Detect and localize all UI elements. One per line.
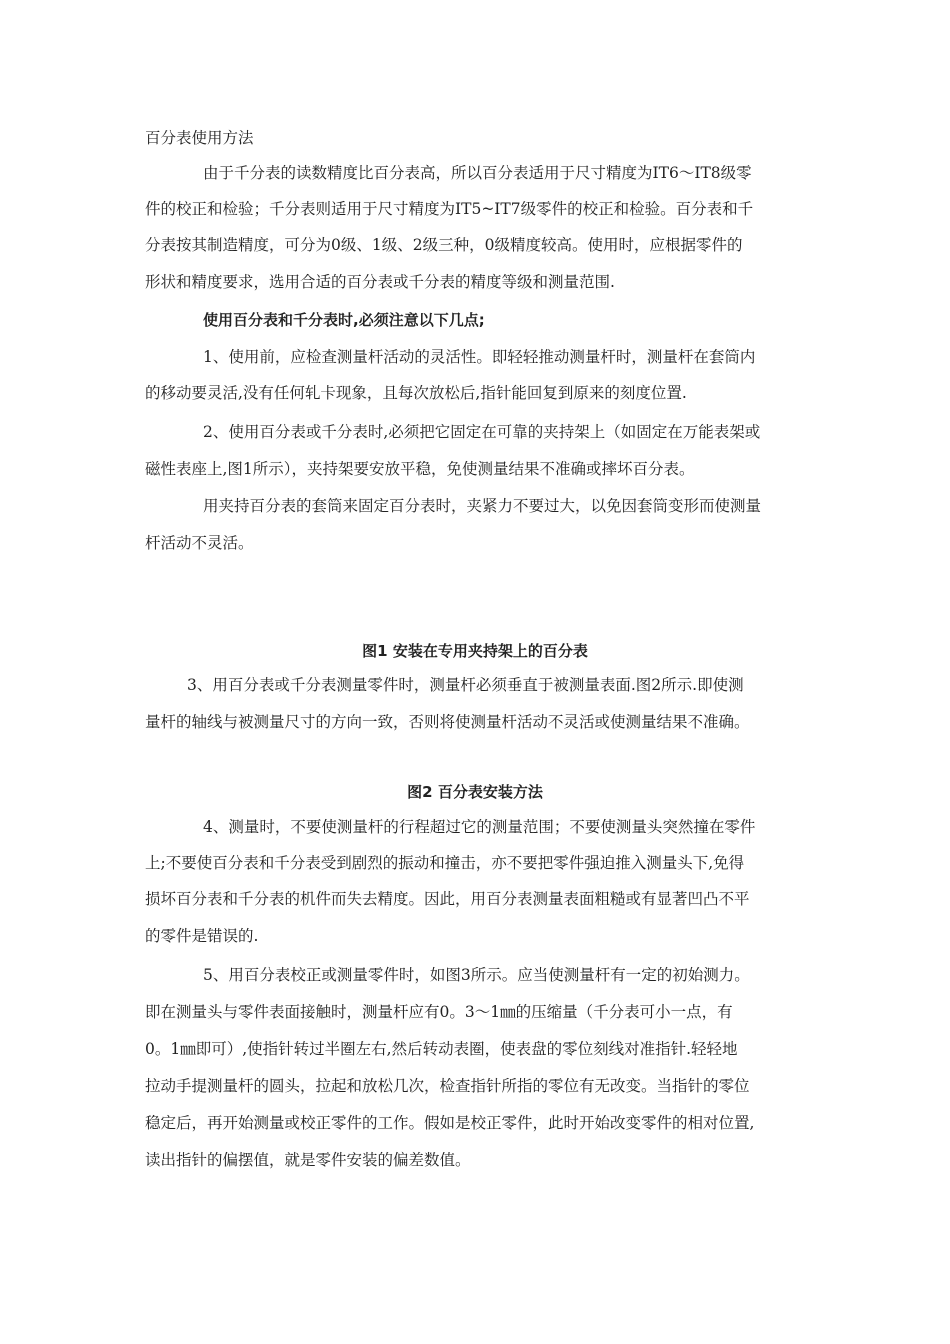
paragraph-line: 2、使用百分表或千分表时,必须把它固定在可靠的夹持架上（如固定在万能表架或	[203, 423, 761, 441]
paragraph-line: 上;不要使百分表和千分表受到剧烈的振动和撞击，亦不要把零件强迫推入测量头下,免得	[145, 854, 745, 872]
paragraph-line: 量杆的轴线与被测量尺寸的方向一致，否则将使测量杆活动不灵活或使测量结果不准确。	[145, 713, 750, 731]
paragraph-line: 的移动要灵活,没有任何轧卡现象，且每次放松后,指针能回复到原来的刻度位置.	[145, 384, 687, 402]
paragraph-line: 由于千分表的读数精度比百分表高，所以百分表适用于尺寸精度为IT6～IT8级零	[203, 164, 752, 182]
paragraph-line: 的零件是错误的.	[145, 927, 259, 945]
paragraph-line: 损坏百分表和千分表的机件而失去精度。因此，用百分表测量表面粗糙或有显著凹凸不平	[145, 890, 750, 908]
paragraph-line: 拉动手提测量杆的圆头，拉起和放松几次，检查指针所指的零位有无改变。当指针的零位	[145, 1077, 750, 1095]
paragraph-line: 读出指针的偏摆值，就是零件安装的偏差数值。	[145, 1151, 471, 1169]
paragraph-line: 分表按其制造精度，可分为0级、1级、2级三种，0级精度较高。使用时，应根据零件的	[145, 236, 743, 254]
paragraph-line: 1、使用前，应检查测量杆活动的灵活性。即轻轻推动测量杆时，测量杆在套筒内	[203, 348, 756, 366]
paragraph-line: 即在测量头与零件表面接触时，测量杆应有0。3～1㎜的压缩量（千分表可小一点，有	[145, 1003, 733, 1021]
paragraph-line: 5、用百分表校正或测量零件时，如图3所示。应当使测量杆有一定的初始测力。	[203, 966, 750, 984]
paragraph-line: 磁性表座上,图1所示），夹持架要安放平稳，免使测量结果不准确或摔坏百分表。	[145, 460, 695, 478]
paragraph-line: 件的校正和检验；千分表则适用于尺寸精度为IT5~IT7级零件的校正和检验。百分表和千	[145, 200, 754, 218]
notice-heading: 使用百分表和千分表时,必须注意以下几点;	[203, 311, 485, 329]
paragraph-line: 稳定后，再开始测量或校正零件的工作。假如是校正零件，此时开始改变零件的相对位置,	[145, 1114, 755, 1132]
paragraph-line: 0。1㎜即可）,使指针转过半圈左右,然后转动表圈，使表盘的零位刻线对准指针.轻轻地	[145, 1040, 738, 1058]
paragraph-line: 用夹持百分表的套筒来固定百分表时，夹紧力不要过大，以免因套筒变形而使测量	[203, 497, 762, 515]
figure-1-caption: 图1 安装在专用夹持架上的百分表	[362, 642, 588, 660]
figure-2-caption: 图2 百分表安装方法	[407, 783, 543, 801]
document-title: 百分表使用方法	[145, 129, 254, 147]
paragraph-line: 形状和精度要求，选用合适的百分表或千分表的精度等级和测量范围.	[145, 273, 615, 291]
paragraph-line: 3、用百分表或千分表测量零件时，测量杆必须垂直于被测量表面.图2所示.即使测	[187, 676, 744, 694]
paragraph-line: 4、测量时，不要使测量杆的行程超过它的测量范围；不要使测量头突然撞在零件	[203, 818, 756, 836]
paragraph-line: 杆活动不灵活。	[145, 534, 254, 552]
